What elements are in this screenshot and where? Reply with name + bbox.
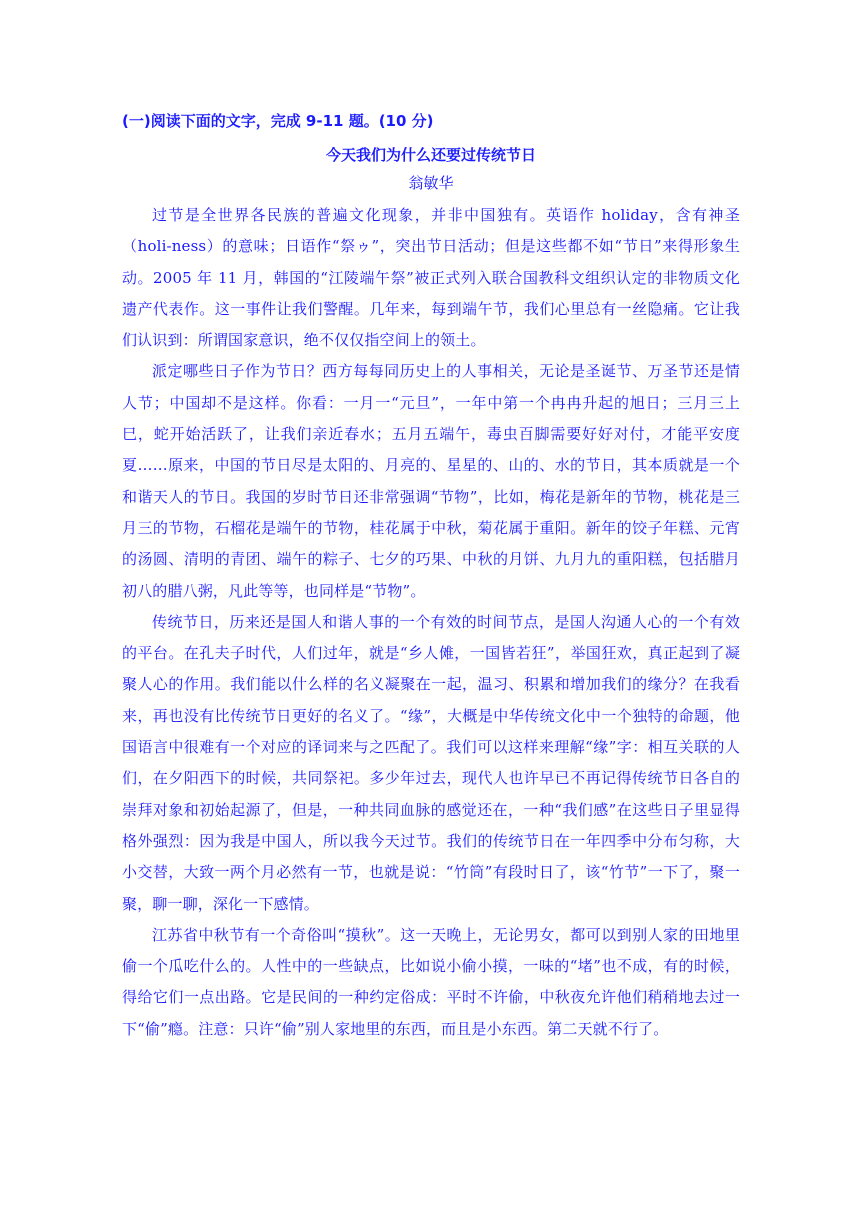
paragraph-1: 过节是全世界各民族的普遍文化现象，并非中国独有。英语作 holiday，含有神圣（holi-ness）的意味；日语作“祭ゥ”，突出节日活动；但是这些都不如“节日”来得形象生动。2005 年 11 月，韩国的“江陵端午祭”被正式列入联合国教科文组织认定的非物质文化遗产代表作。这一事件让我们警醒。几年来，每到端午节，我们心里总有一丝隐痛。它让我们认识到：所谓国家意识，绝不仅仅指空间上的领土。 [122, 206, 740, 350]
paragraph-2: 派定哪些日子作为节日？西方每每同历史上的人事相关，无论是圣诞节、万圣节还是情人节；中国却不是这样。你看：一月一“元旦”，一年中第一个冉冉升起的旭日；三月三上巳，蛇开始活跃了，让我们亲近春水；五月五端午，毒虫百脚需要好好对付，才能平安度夏……原来，中国的节日尽是太阳的、月亮的、星星的、山的、水的节日，其本质就是一个和谐天人的节日。我国的岁时节日还非常强调“节物”，比如，梅花是新年的节物，桃花是三月三的节物，石榴花是端午的节物，桂花属于中秋，菊花属于重阳。新年的饺子年糕、元宵的汤圆、清明的青团、端午的粽子、七夕的巧果、中秋的月饼、九月九的重阳糕，包括腊月初八的腊八粥，凡此等等，也同样是“节物”。 [122, 362, 740, 600]
article-author: 翁敏华 [408, 174, 454, 192]
paragraph-4: 江苏省中秋节有一个奇俗叫“摸秋”。这一天晚上，无论男女，都可以到别人家的田地里偷一个瓜吃什么的。人性中的一些缺点，比如说小偷小摸，一味的“堵”也不成，有的时候，得给它们一点出路。它是民间的一种约定俗成：平时不许偷，中秋夜允许他们稍稍地去过一下“偷”瘾。注意：只许“偷”别人家地里的东西，而且是小东西。第二天就不行了。 [122, 925, 740, 1038]
article-title: 今天我们为什么还要过传统节日 [325, 146, 536, 164]
paragraph-3: 传统节日，历来还是国人和谐人事的一个有效的时间节点，是国人沟通人心的一个有效的平台。在孔夫子时代，人们过年，就是“乡人傩，一国皆若狂”，举国狂欢，真正起到了凝聚人心的作用。我们能以什么样的名义凝聚在一起，温习、积累和增加我们的缘分？在我看来，再也没有比传统节日更好的名义了。“缘”，大概是中华传统文化中一个独特的命题，他国语言中很难有一个对应的译词来与之匹配了。我们可以这样来理解“缘”字：相互关联的人们，在夕阳西下的时候，共同祭祀。多少年过去，现代人也许早已不再记得传统节日各自的崇拜对象和初始起源了，但是，一种共同血脉的感觉还在，一种“我们感”在这些日子里显得格外强烈：因为我是中国人，所以我今天过节。我们的传统节日在一年四季中分布匀称，大小交替，大致一两个月必然有一节，也就是说：“竹筒”有段时日了，该“竹节”一下了，聚一聚，聊一聊，深化一下感情。 [122, 612, 740, 913]
article-body [122, 108, 740, 1045]
section-heading: (一)阅读下面的文字，完成 9-11 题。(10 分) [122, 112, 434, 130]
